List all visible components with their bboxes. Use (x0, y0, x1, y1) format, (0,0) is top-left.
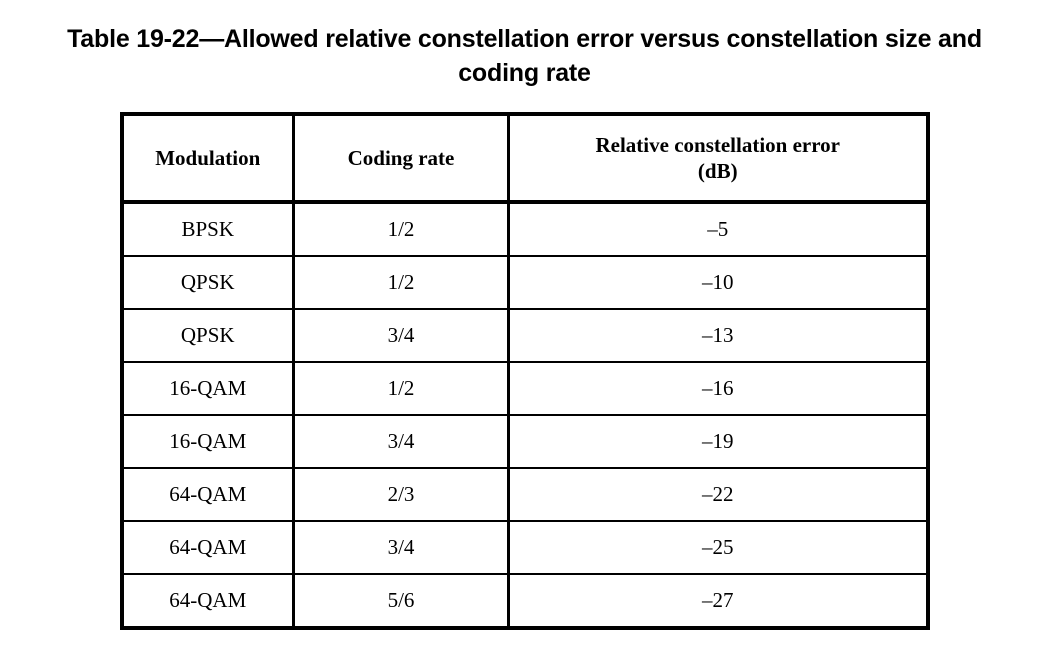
cell-coding-rate: 1/2 (294, 362, 509, 415)
table-header (122, 114, 928, 202)
cell-modulation: 64-QAM (122, 468, 294, 521)
table-row (122, 468, 928, 521)
column-header-error-line1: Relative constellation error (595, 133, 841, 157)
cell-modulation: 16-QAM (122, 362, 294, 415)
column-header-error-line2: (dB) (697, 159, 738, 183)
cell-coding-rate: 3/4 (294, 415, 509, 468)
table-header-row (122, 114, 928, 202)
column-header-relative-constellation-error (509, 114, 928, 202)
table-row (122, 256, 928, 309)
table-row (122, 574, 928, 628)
cell-coding-rate: 1/2 (294, 202, 509, 256)
cell-coding-rate: 3/4 (294, 309, 509, 362)
cell-error-db: –10 (509, 256, 928, 309)
cell-coding-rate: 5/6 (294, 574, 509, 628)
column-header-modulation: Modulation (122, 114, 294, 202)
cell-modulation: 64-QAM (122, 574, 294, 628)
cell-modulation: BPSK (122, 202, 294, 256)
table-row (122, 362, 928, 415)
cell-modulation: 16-QAM (122, 415, 294, 468)
cell-error-db: –25 (509, 521, 928, 574)
cell-modulation: 64-QAM (122, 521, 294, 574)
table-caption: Table 19-22—Allowed relative constellation error versus constellation size and coding rate (67, 25, 982, 87)
column-header-coding-rate: Coding rate (294, 114, 509, 202)
cell-modulation: QPSK (122, 309, 294, 362)
cell-error-db: –13 (509, 309, 928, 362)
cell-modulation: QPSK (122, 256, 294, 309)
cell-coding-rate: 3/4 (294, 521, 509, 574)
table-container (120, 112, 930, 630)
table-row (122, 309, 928, 362)
cell-error-db: –19 (509, 415, 928, 468)
table-row (122, 202, 928, 256)
cell-coding-rate: 2/3 (294, 468, 509, 521)
table-row (122, 415, 928, 468)
cell-error-db: –27 (702, 588, 734, 612)
cell-error-db: –16 (509, 362, 928, 415)
cell-error-db: –5 (509, 202, 928, 256)
cell-error-db: –22 (509, 468, 928, 521)
cell-coding-rate: 1/2 (294, 256, 509, 309)
constellation-error-table (120, 112, 930, 630)
table-row (122, 521, 928, 574)
table-body (122, 202, 928, 628)
